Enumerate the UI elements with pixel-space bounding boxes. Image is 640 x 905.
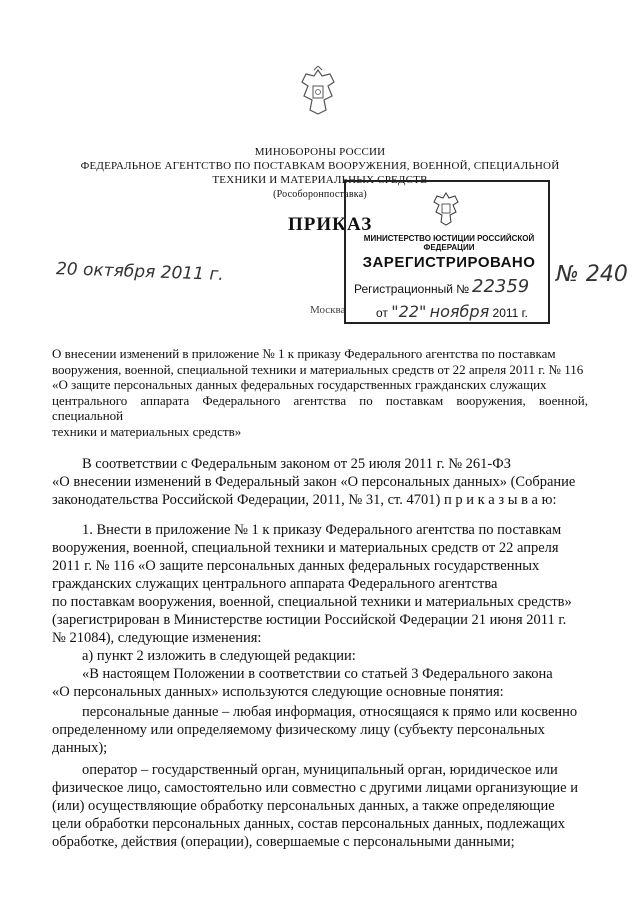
org-line-3: ТЕХНИКИ И МАТЕРИАЛЬНЫХ СРЕДСТВ [212, 174, 428, 186]
item1-line: гражданских служащих центрального аппарата Федерального агентства [52, 576, 498, 592]
stamp-date-year: 2011 г. [492, 306, 528, 320]
quote-line: «О персональных данных» используются следующие основные понятия: [52, 684, 504, 700]
definition-line: данных); [52, 740, 108, 756]
item1-line: 1. Внести в приложение № 1 к приказу Федерального агентства по поставкам [82, 522, 562, 538]
title-line: «О защите персональных данных федеральных государственных гражданских служащих [52, 377, 547, 392]
document-type: ПРИКАЗ [288, 214, 373, 235]
russian-coat-of-arms-icon [296, 66, 340, 118]
preamble-line: «О внесении изменений в Федеральный закон «О персональных данных» (Собрание [52, 474, 576, 490]
title-line: центрального аппарата Федерального агентства по поставкам вооружения, военной, специальной [52, 392, 588, 423]
order-date: 20 октября 2011 г. [55, 259, 225, 285]
definition-line: оператор – государственный орган, муниципальный орган, юридическое или [82, 762, 558, 778]
org-line-1: МИНОБОРОНЫ РОССИИ [254, 146, 386, 158]
stamp-date [376, 302, 528, 321]
stamp-date-month: ноября [429, 302, 490, 321]
org-line-2: ФЕДЕРАЛЬНОЕ АГЕНТСТВО ПО ПОСТАВКАМ ВООРУЖЕНИЯ, ВОЕННОЙ, СПЕЦИАЛЬНОЙ [80, 160, 560, 172]
definition-line: определенному или определяемому физическому лицу (субъекту персональных [52, 722, 545, 738]
stamp-emblem-icon [430, 190, 462, 228]
definition-line: физическое лицо, самостоятельно или совместно с другими лицами организующие и [52, 780, 579, 796]
definition-line: персональные данные – любая информация, относящаяся к прямо или косвенно [82, 704, 578, 720]
document-title [52, 346, 588, 439]
definition-line: обработке, действия (операции), совершаемые с персональными данными; [52, 834, 515, 850]
quote-line: «В настоящем Положении в соответствии со статьей 3 Федерального закона [82, 666, 553, 682]
stamp-ministry: МИНИСТЕРСТВО ЮСТИЦИИ РОССИЙСКОЙ ФЕДЕРАЦИИ [363, 234, 535, 252]
place-label: Москва [310, 304, 346, 316]
stamp-date-day: "22" [391, 302, 427, 321]
item1-line: (зарегистрирован в Министерстве юстиции Российской Федерации 21 июня 2011 г. [52, 612, 567, 628]
title-line: О внесении изменений в приложение № 1 к приказу Федерального агентства по поставкам [52, 346, 556, 361]
definition-line: цели обработки персональных данных, состав персональных данных, подлежащих [52, 816, 566, 832]
item1-line: по поставкам вооружения, военной, специальной техники и материальных средств» [52, 594, 572, 610]
definition-line: (или) осуществляющие обработку персональных данных, а также определяющие [52, 798, 555, 814]
sub-item-a: а) пункт 2 изложить в следующей редакции: [82, 648, 356, 664]
stamp-reg-label: Регистрационный № [354, 282, 470, 296]
title-line: вооружения, военной, специальной техники и материальных средств от 22 апреля 2011 г. № 116 [52, 361, 584, 377]
item1-line: вооружения, военной, специальной техники и материальных средств от 22 апреля [52, 540, 559, 556]
preamble-line: В соответствии с Федеральным законом от 25 июля 2011 г. № 261-ФЗ [82, 456, 511, 472]
org-short-name: (Рособоронпоставка) [273, 189, 367, 200]
stamp-date-prefix: от [376, 306, 388, 320]
stamp-reg-number: 22359 [472, 276, 530, 297]
registration-stamp [344, 180, 550, 324]
title-line: техники и материальных средств» [52, 423, 242, 439]
item1-line: № 21084), следующие изменения: [52, 630, 262, 646]
item1-line: 2011 г. № 116 «О защите персональных данных федеральных государственных [52, 558, 540, 574]
order-number: № 240 [556, 262, 628, 287]
stamp-registered: ЗАРЕГИСТРИРОВАНО [362, 254, 536, 271]
preamble-line: законодательства Российской Федерации, 2011, № 31, ст. 4701) п р и к а з ы в а ю: [52, 492, 557, 508]
